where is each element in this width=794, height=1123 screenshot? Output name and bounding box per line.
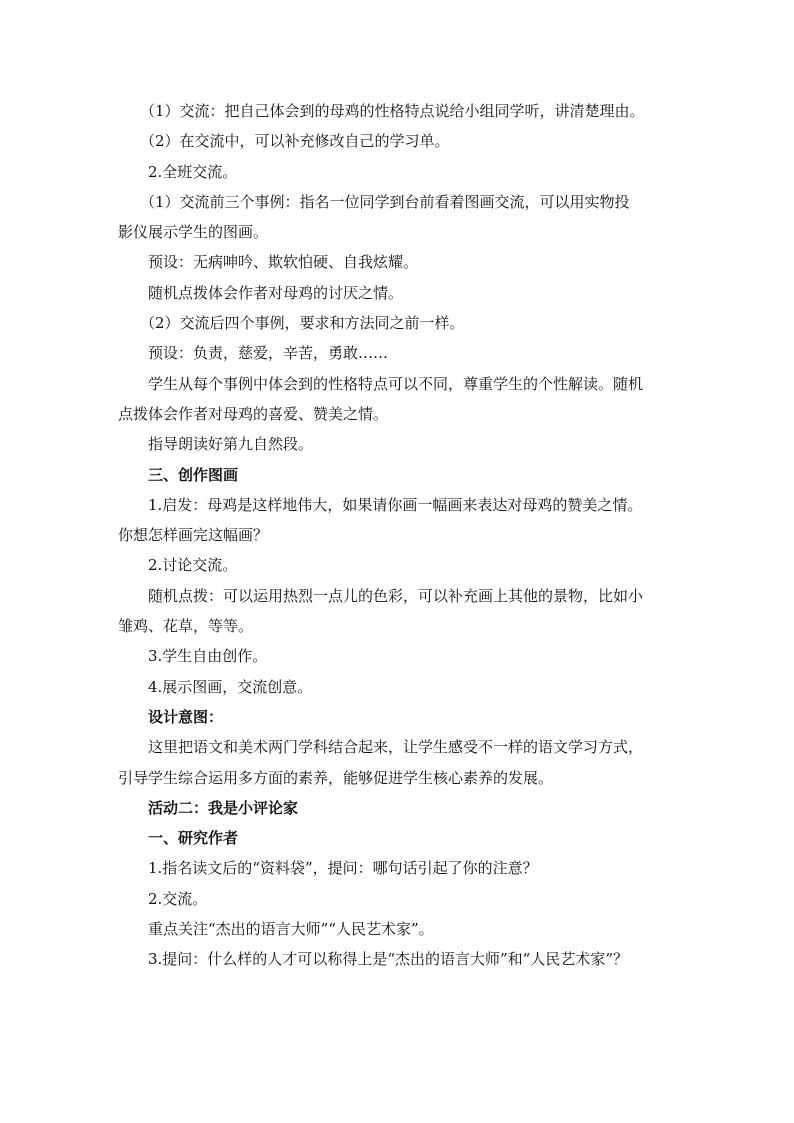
paragraph-line: 影仪展示学生的图画。 — [118, 223, 269, 242]
paragraph-line: 4.展示图画，交流创意。 — [148, 677, 313, 696]
paragraph-line: 雏鸡、花草，等等。 — [118, 617, 254, 636]
paragraph-line: （1）交流：把自己体会到的母鸡的性格特点说给小组同学听，讲清楚理由。 — [140, 102, 645, 120]
paragraph-line: 3.提问：什么样的人才可以称得上是“杰出的语言大师”和“人民艺术家”？ — [148, 950, 628, 969]
paragraph-line: 3.学生自由创作。 — [148, 647, 268, 666]
design-intent-heading: 设计意图： — [148, 707, 224, 726]
paragraph-line: 2.讨论交流。 — [148, 556, 238, 575]
section-heading: 三、创作图画 — [148, 465, 239, 484]
paragraph-line: 2.交流。 — [148, 889, 208, 908]
paragraph-line: 随机点拨：可以运用热烈一点儿的色彩，可以补充画上其他的景物，比如小 — [148, 586, 644, 605]
paragraph-line: （2）在交流中，可以补充修改自己的学习单。 — [140, 132, 450, 151]
paragraph-line: 你想怎样画完这幅画？ — [118, 526, 269, 545]
paragraph-line: 1.启发：母鸡是这样地伟大，如果请你画一幅画来表达对母鸡的赞美之情。 — [148, 495, 643, 514]
activity-heading: 活动二：我是小评论家 — [148, 798, 299, 817]
paragraph-line: 预设：无病呻吟、欺软怕硬、自我炫耀。 — [148, 253, 419, 272]
paragraph-line: 1.指名读文后的“资料袋”，提问：哪句话引起了你的注意？ — [148, 859, 538, 878]
paragraph-line: 引导学生综合运用多方面的素养，能够促进学生核心素养的发展。 — [118, 768, 554, 787]
paragraph-line: （2）交流后四个事例，要求和方法同之前一样。 — [140, 314, 465, 333]
paragraph-line: 随机点拨体会作者对母鸡的讨厌之情。 — [148, 283, 404, 302]
paragraph-line: 指导朗读好第九自然段。 — [148, 435, 314, 454]
paragraph-line: （1）交流前三个事例：指名一位同学到台前看着图画交流，可以用实物投 — [140, 192, 630, 211]
section-heading: 一、研究作者 — [148, 829, 239, 848]
paragraph-line: 这里把语文和美术两门学科结合起来，让学生感受不一样的语文学习方式， — [148, 738, 644, 757]
paragraph-line: 预设：负责，慈爱，辛苦，勇敢…… — [148, 344, 389, 363]
document-page — [118, 96, 688, 975]
paragraph-line: 重点关注“杰出的语言大师”“人民艺术家”。 — [148, 920, 434, 939]
paragraph-line: 学生从每个事例中体会到的性格特点可以不同，尊重学生的个性解读。随机 — [148, 374, 644, 393]
paragraph-line: 点拨体会作者对母鸡的喜爱、赞美之情。 — [118, 404, 389, 423]
paragraph-line: 2.全班交流。 — [148, 162, 238, 181]
